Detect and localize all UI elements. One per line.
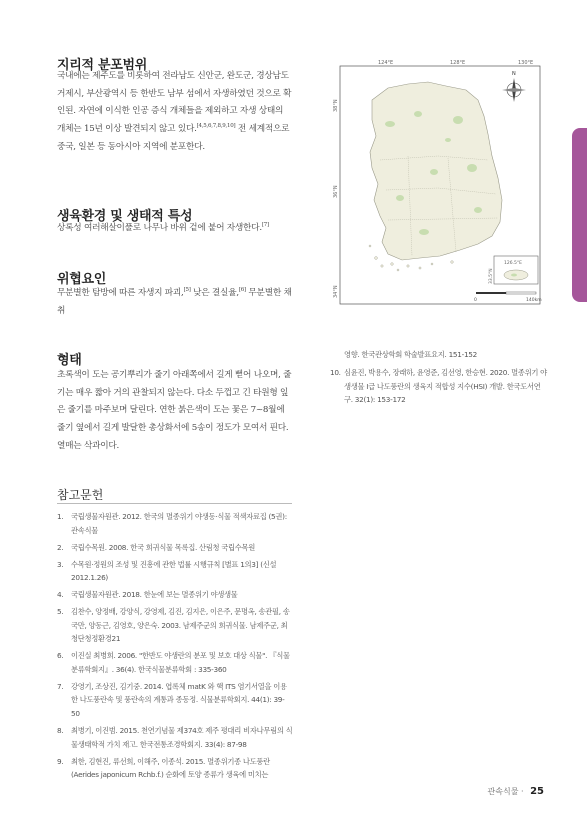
reference-number: 4. [57, 590, 64, 600]
threats-text [57, 285, 292, 320]
morphology-text: 초록색이 도는 공기뿌리가 줄기 아래쪽에서 길게 뻗어 나오며, 줄기는 매우 짧아 거의 관찰되지 않는다. 다소 두껍고 긴 타원형 잎은 줄기를 마주보며 달린다. 연한 붉은색이 도는 꽃은 7~8월에 줄기 옆에서 길게 발달한 총상화서에 5송이 정도가 모여서 핀다. 열매는 삭과이다. [57, 370, 292, 451]
reference-item [57, 724, 293, 751]
reference-text: 국립생물자원관. 2018. 한눈에 보는 멸종위기 야생생물 [71, 590, 238, 600]
threats-text-a: 무분별한 탐방에 따른 자생지 파괴, [57, 288, 184, 298]
reference-continued: 영향. 한국관상학회 학술발표요지. 151-152 [344, 350, 477, 359]
reference-item [57, 605, 293, 646]
reference-number: 10. [330, 368, 341, 377]
jeju-green [511, 274, 517, 277]
distribution-ref: [4,5,6,7,8,9,10] [196, 123, 236, 130]
map-lon-label-2: 128°E [450, 60, 466, 66]
distribution-map [328, 60, 546, 310]
scale-end: 140km [526, 298, 542, 303]
map-lon-label-1: 124°E [378, 60, 394, 66]
reference-text: 국립수목원. 2008. 한국 희귀식물 목록집. 산림청 국립수목원 [71, 542, 256, 552]
section-title-threats: 위협요인 [57, 272, 107, 287]
map-lat-label-3: 34°N [333, 285, 339, 298]
reference-text: 강영기, 조상진, 김기중. 2014. 엽록체 matK 와 핵 ITS 염기서열을 이용한 나도풍란속 및 풍란속의 계통과 종동정. 식물분류학회지. 44(1): 39-50 [71, 681, 287, 719]
references-list-b [330, 366, 548, 410]
reference-number: 9. [57, 756, 64, 766]
reference-item [57, 649, 293, 676]
reference-text: 수목원·정원의 조성 및 진흥에 관한 법률 시행규칙 [별표 1의3] (신설 2012.1.26) [71, 559, 277, 583]
reference-number: 5. [57, 607, 64, 617]
reference-item [57, 510, 293, 537]
reference-item [57, 755, 293, 782]
habitat-text-body: 상록성 여러해살이풀로 나무나 바위 겉에 붙어 자생한다. [57, 223, 262, 233]
reference-item [57, 558, 293, 585]
inset-lat-label: 33.5°N [489, 268, 494, 284]
threats-ref-a: [5] [183, 287, 191, 294]
page-number: 25 [530, 786, 544, 797]
section-title-habitat: 생육환경 및 생태적 특성 [57, 209, 193, 224]
map-lon-label-3: 130°E [518, 60, 534, 66]
distribution-text-b: 전 세계적으로 중국, 일본 등 동아시아 지역에 분포한다. [57, 124, 290, 152]
reference-number: 8. [57, 726, 64, 736]
habitat-ref: [7] [261, 222, 269, 229]
reference-item [57, 541, 293, 555]
footer-separator: · [520, 787, 524, 796]
references-list [57, 510, 293, 785]
reference-item [330, 366, 548, 407]
reference-number: 7. [57, 681, 64, 691]
threats-text-c: 무분별한 채취 [57, 288, 292, 316]
reference-number: 6. [57, 651, 64, 661]
reference-number: 3. [57, 559, 64, 569]
references-list-continued [330, 348, 548, 365]
reference-item [57, 588, 293, 602]
map-lat-label-1: 38°N [333, 99, 339, 112]
distribution-text-a: 국내에는 제주도를 비롯하여 전라남도 신안군, 완도군, 경상남도 거제시, 부산광역시 등 한반도 남부 섬에서 자생하였던 것으로 확인된. 자연에 이식한 인공 증식 개체들을 제외하고 자생 상태의 개체는 15년 이상 발견되지 않고 있다. [57, 71, 292, 135]
habitat-text [57, 220, 297, 238]
reference-item [57, 680, 293, 721]
references-title: 참고문헌 [57, 488, 104, 502]
north-label: N [512, 71, 516, 77]
inset-lon-label: 126.5°E [504, 261, 522, 266]
reference-text: 김찬수, 양정배, 강양식, 강영제, 김진, 김지은, 이은주, 문명옥, 송관필, 송국만, 양동근, 김영호, 양은숙. 2003. 남제주군의 희귀식물. 남제주군, 최청단청정환경21 [71, 607, 290, 644]
distribution-text [57, 68, 292, 157]
section-title-morphology: 형태 [57, 353, 82, 368]
references-divider [57, 503, 292, 504]
reference-text: 국립생물자원관. 2012. 한국의 멸종위기 야생동·식물 적색자료집 (5권): 관속식물 [71, 512, 287, 535]
threats-text-b: 낮은 결실율, [190, 288, 239, 298]
reference-number: 2. [57, 542, 64, 552]
reference-text: 심윤진, 박용수, 장래하, 윤영준, 김선영, 한승현. 2020. 멸종위기 야생생물 I급 나도풍란의 생육지 적합성 지수(HSI) 개발. 한국도서연구. 32(1): 153-172 [344, 368, 547, 405]
section-side-tab [572, 128, 587, 302]
reference-number: 1. [57, 512, 64, 521]
footer-label: 관속식물 [487, 787, 519, 796]
reference-text: 이진실 최병희. 2006. "한반도 야생란의 분포 및 보호 대상 식물". 『식물분류학회지』. 36(4). 한국식물분류학회 : 335-360 [71, 651, 290, 674]
reference-text: 최한, 김현진, 류선희, 이해주, 이종석. 2015. 멸종위기종 나도풍란 (Aerides japonicum Rchb.f.) 순화에 토양 종류가 생육에 미치는 [71, 756, 270, 780]
section-title-distribution: 지리적 분포범위 [57, 58, 148, 73]
page-footer [488, 786, 544, 797]
scale-start: 0 [474, 298, 477, 303]
threats-ref-b: [6] [238, 287, 246, 294]
map-lat-label-2: 36°N [333, 185, 339, 198]
reference-text: 최병기, 이진범. 2015. 천연기념물 제374호 제주 평대리 비자나무림의 식물생태학적 가치 재고. 한국전통조경학회지. 33(4): 87-98 [71, 726, 293, 749]
